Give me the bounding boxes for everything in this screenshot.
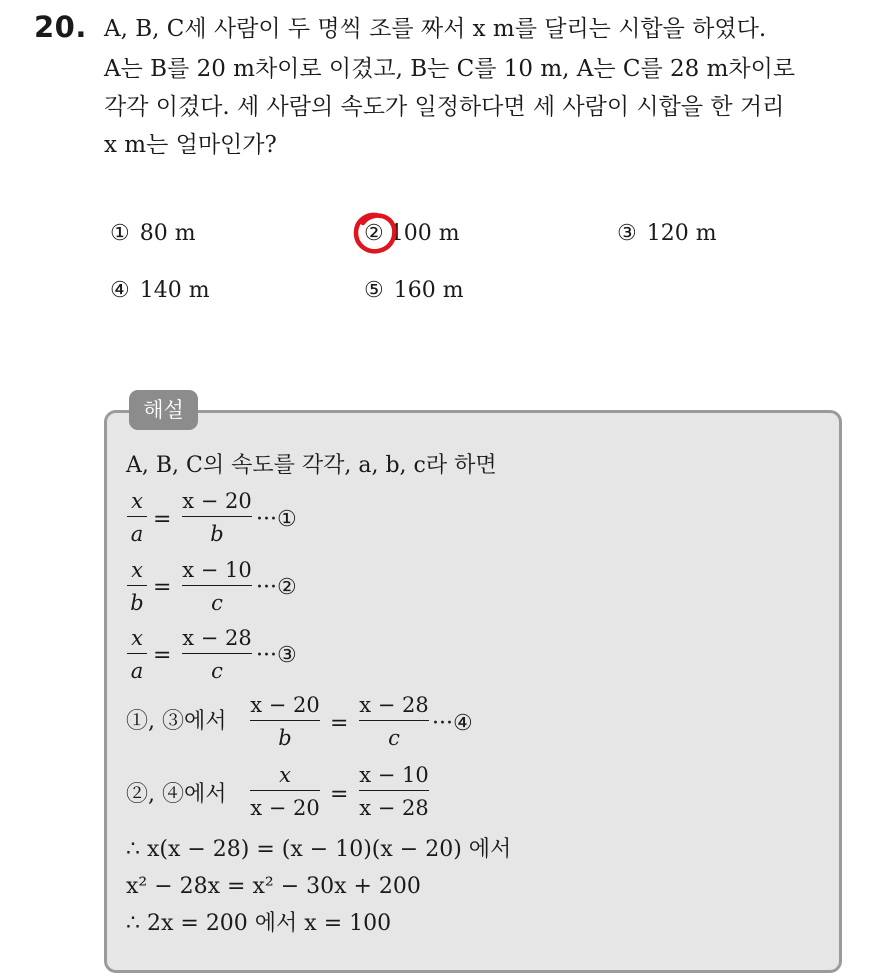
option-3-text: 120 m: [646, 221, 717, 246]
eq5-lhs-fraction: [250, 762, 320, 821]
option-2-text: 100 m: [389, 221, 460, 246]
eq5-equals: =: [330, 782, 349, 807]
eq2-tag: ···②: [256, 575, 297, 600]
eq1-equals: =: [153, 507, 172, 532]
question-line-4: x m는 얼마인가?: [104, 132, 277, 158]
eq2-rhs-fraction: [182, 557, 252, 616]
eq4-rhs-den: c: [388, 726, 400, 750]
option-5-text: 160 m: [393, 278, 464, 303]
eq5-rhs-den: x − 28: [359, 796, 429, 820]
eq4-equals: =: [330, 711, 349, 736]
solution-tab-label: 해설: [129, 390, 198, 430]
eq3-rhs-num: x − 28: [182, 626, 252, 650]
option-4-text: 140 m: [139, 278, 210, 303]
eq4-prefix: ①, ③에서: [126, 709, 227, 734]
eq2-equals: =: [153, 575, 172, 600]
solution-line-7: x² − 28x = x² − 30x + 200: [126, 874, 421, 899]
eq3-lhs-num: x: [131, 626, 143, 650]
question-line-1: A, B, C세 사람이 두 명씩 조를 짜서 x m를 달리는 시합을 하였다.: [104, 16, 767, 42]
eq4-rhs-num: x − 28: [359, 693, 429, 717]
question-line-2: A는 B를 20 m차이로 이겼고, B는 C를 10 m, A는 C를 28 m차이로: [104, 56, 796, 82]
eq2-lhs-den: b: [130, 591, 144, 615]
solution-intro: A, B, C의 속도를 각각, a, b, c라 하면: [126, 453, 497, 478]
eq3-equals: =: [153, 643, 172, 668]
eq1-lhs-den: a: [130, 522, 144, 546]
eq3-lhs-fraction: [127, 625, 147, 684]
option-5[interactable]: [364, 276, 464, 306]
option-3-number: ③: [617, 221, 637, 246]
eq4-lhs-fraction: [250, 692, 320, 751]
eq3-rhs-den: c: [211, 659, 223, 683]
solution-line-8: ∴ 2x = 200 에서 x = 100: [126, 911, 392, 936]
option-1[interactable]: [110, 219, 196, 249]
option-5-number: ⑤: [364, 278, 384, 303]
eq5-lhs-num: x: [279, 763, 291, 787]
option-4[interactable]: [110, 276, 210, 306]
eq3-rhs-fraction: [182, 625, 252, 684]
eq5-prefix: ②, ④에서: [126, 782, 227, 807]
eq3-lhs-den: a: [130, 659, 144, 683]
eq3-tag: ···③: [256, 643, 297, 668]
eq1-rhs-fraction: [182, 488, 252, 547]
question-number: 20.: [34, 10, 87, 44]
option-1-number: ①: [110, 221, 130, 246]
eq1-lhs-num: x: [131, 489, 143, 513]
eq2-rhs-den: c: [211, 591, 223, 615]
eq1-rhs-num: x − 20: [182, 489, 252, 513]
question-line-3: 각각 이겼다. 세 사람의 속도가 일정하다면 세 사람이 시합을 한 거리: [104, 94, 785, 120]
eq1-lhs-fraction: [127, 488, 147, 547]
eq2-lhs-num: x: [131, 558, 143, 582]
option-1-text: 80 m: [139, 221, 196, 246]
eq2-lhs-fraction: [127, 557, 147, 616]
eq5-lhs-den: x − 20: [250, 796, 320, 820]
eq1-tag: ···①: [256, 507, 297, 532]
eq4-tag: ···④: [432, 711, 473, 736]
solution-line-6: ∴ x(x − 28) = (x − 10)(x − 20) 에서: [126, 837, 512, 862]
eq4-lhs-den: b: [278, 726, 292, 750]
eq4-lhs-num: x − 20: [250, 693, 320, 717]
eq5-rhs-fraction: [359, 762, 429, 821]
eq5-rhs-num: x − 10: [359, 763, 429, 787]
option-2-number: ②: [364, 221, 384, 246]
option-2[interactable]: [364, 219, 460, 249]
eq4-rhs-fraction: [359, 692, 429, 751]
eq1-rhs-den: b: [210, 522, 224, 546]
option-4-number: ④: [110, 278, 130, 303]
eq2-rhs-num: x − 10: [182, 558, 252, 582]
option-3[interactable]: [617, 219, 717, 249]
